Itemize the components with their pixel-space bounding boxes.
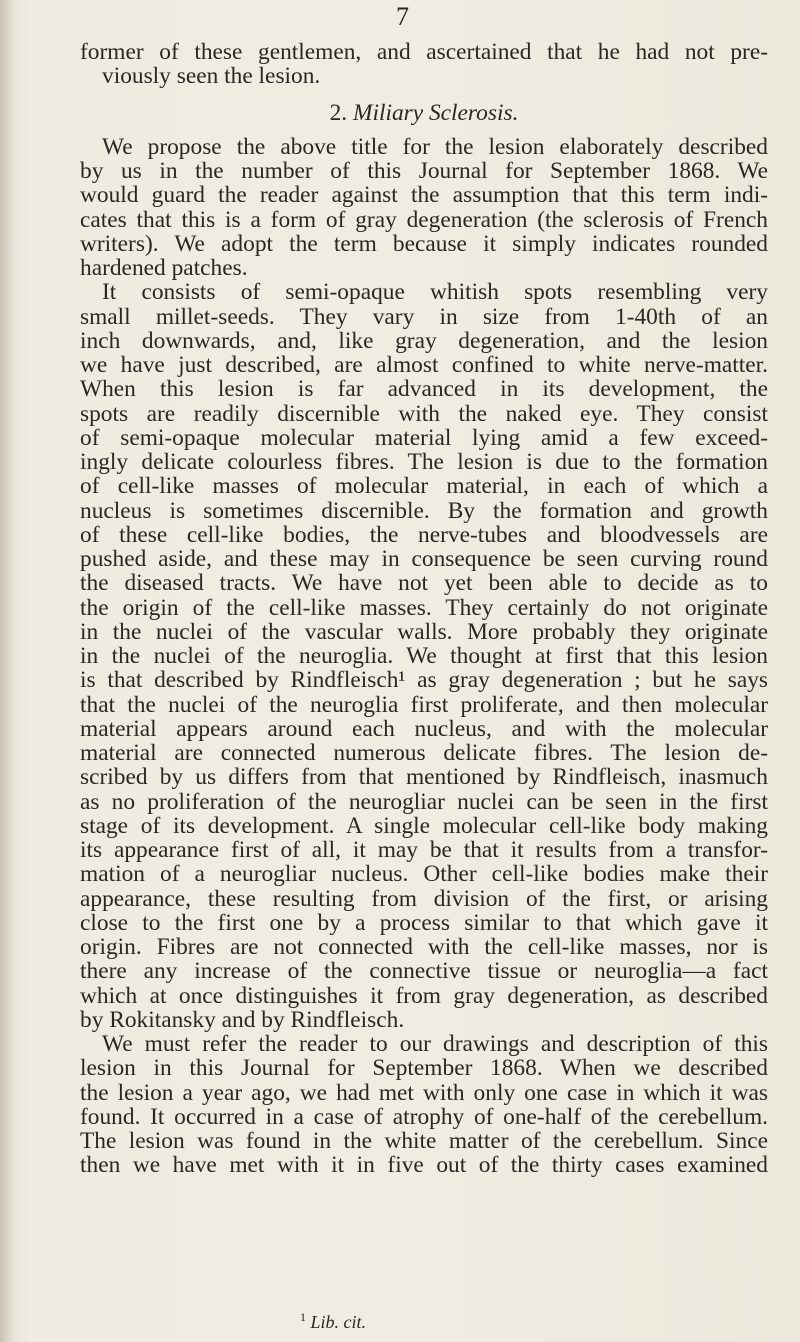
text-line: material appears around each nucleus, and with the molecular (80, 715, 768, 742)
text-line: hardened patches. (80, 255, 248, 281)
text-line: ingly delicate colourless fibres. The lesion is due to the formation (80, 449, 768, 475)
text-line: stage of its development. A single molecular cell-like body making (80, 812, 768, 839)
text-line: of cell-like masses of molecular material, in each of which a (80, 473, 768, 500)
text-line: appearance, these resulting from division of the first, or arising (80, 885, 768, 912)
text-line: that the nuclei of the neuroglia first proliferate, and then molecular (80, 691, 768, 718)
text-line: material are connected numerous delicate fibres. The lesion de- (80, 740, 768, 766)
text-line: The lesion was found in the white matter of the cerebellum. Since (80, 1128, 768, 1154)
text-line: as no proliferation of the neurogliar nuclei can be seen in the first (80, 788, 768, 815)
text-line: the lesion a year ago, we had met with only one case in which it was (80, 1079, 768, 1106)
text-line: would guard the reader against the assumption that this term indi- (80, 182, 768, 209)
text-line: former of these gentlemen, and ascertained that he had not pre- (80, 39, 768, 65)
text-line: We propose the above title for the lesion elaborately described (102, 133, 768, 160)
body-text (80, 40, 768, 1178)
text-line: in the nuclei of the neuroglia. We thought at first that this lesion (80, 643, 768, 669)
text-line: It consists of semi-opaque whitish spots resembling very (102, 279, 768, 306)
text-line: scribed by us differs from that mentioned by Rindfleisch, inasmuch (80, 764, 768, 791)
text-line: When this lesion is far advanced in its development, the (80, 376, 768, 403)
text-line: by Rokitansky and by Rindfleisch. (80, 1006, 405, 1033)
section-number: 2. (329, 99, 348, 126)
text-line: small millet-seeds. They vary in size from 1-40th of an (80, 303, 768, 330)
paragraph-title-rationale (80, 135, 768, 281)
text-line: nucleus is sometimes discernible. By the formation and growth (80, 497, 768, 524)
text-line: there any increase of the connective tissue or neuroglia—a fact (80, 958, 768, 985)
text-line: its appearance first of all, it may be that it results from a transfor- (80, 837, 768, 863)
text-line: origin. Fibres are not connected with the cell-like masses, nor is (80, 934, 768, 960)
section-title: Miliary Sclerosis. (352, 99, 519, 126)
text-line: pushed aside, and these may in consequence be seen curving round (80, 546, 768, 572)
text-line: then we have met with it in five out of the thirty cases examined (80, 1152, 768, 1179)
footnote-marker: 1 (300, 1310, 306, 1324)
text-line: We must refer the reader to our drawings and description of this (102, 1031, 768, 1057)
page-number: 7 (396, 2, 409, 31)
binding-shadow (0, 0, 14, 1342)
paragraph-description (80, 280, 768, 1032)
text-line: the diseased tracts. We have not yet been able to decide as to (80, 570, 768, 597)
text-line: in the nuclei of the vascular walls. More probably they originate (80, 618, 768, 645)
text-line: which at once distinguishes it from gray degeneration, as described (80, 982, 768, 1009)
text-line: the origin of the cell-like masses. They certainly do not originate (80, 594, 768, 621)
text-line: close to the first one by a process similar to that which gave it (80, 909, 768, 936)
text-line: by us in the number of this Journal for September 1868. We (80, 158, 768, 184)
text-line: inch downwards, and, like gray degeneration, and the lesion (80, 327, 768, 354)
paragraph-references (80, 1032, 768, 1178)
text-line: mation of a neurogliar nucleus. Other cell-like bodies make their (80, 861, 768, 888)
text-line: found. It occurred in a case of atrophy of one-half of the cerebellum. (80, 1103, 768, 1130)
text-line: is that described by Rindfleisch¹ as gray degeneration ; but he says (80, 667, 768, 694)
text-line: viously seen the lesion. (102, 63, 321, 90)
footnote-text: Lib. cit. (310, 1312, 367, 1332)
text-line: of these cell-like bodies, the nerve-tubes and bloodvessels are (80, 521, 768, 548)
text-line: writers). We adopt the term because it simply indicates rounded (80, 230, 768, 257)
text-line: cates that this is a form of gray degeneration (the sclerosis of French (80, 206, 768, 233)
text-line: we have just described, are almost confined to white nerve-matter. (80, 352, 768, 378)
text-line: of semi-opaque molecular material lying amid a few exceed- (80, 424, 768, 451)
text-line: spots are readily discernible with the naked eye. They consist (80, 400, 768, 427)
section-heading (80, 101, 768, 125)
text-line: lesion in this Journal for September 1868. When we described (80, 1055, 768, 1082)
footnote (300, 1310, 366, 1333)
